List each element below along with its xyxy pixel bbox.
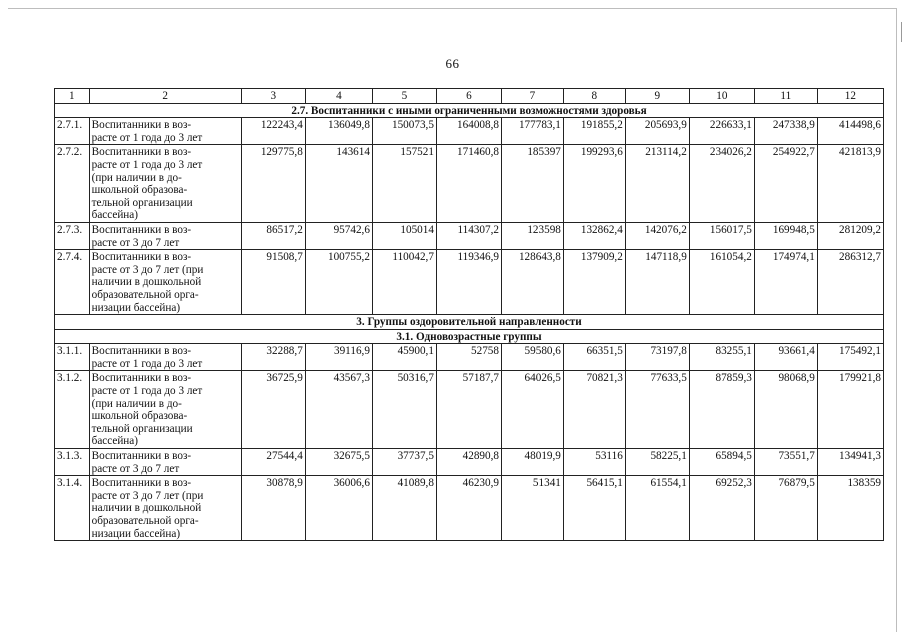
row-code: 2.7.3.	[55, 222, 90, 249]
column-header: 2	[89, 89, 241, 104]
row-value: 136049,8	[305, 118, 372, 145]
row-value: 30878,9	[241, 476, 305, 541]
table-row	[55, 449, 884, 476]
row-code: 2.7.4.	[55, 250, 90, 315]
row-value: 128643,8	[501, 250, 563, 315]
row-value: 64026,5	[501, 371, 563, 449]
description-line: бассейна)	[91, 435, 138, 448]
row-value: 73197,8	[625, 344, 689, 371]
row-value: 59580,6	[501, 344, 563, 371]
row-value: 32675,5	[305, 449, 372, 476]
row-value: 65894,5	[689, 449, 754, 476]
row-value: 226633,1	[689, 118, 754, 145]
column-header: 10	[689, 89, 754, 104]
row-value: 157521	[372, 145, 436, 223]
row-value: 174974,1	[754, 250, 817, 315]
row-value: 105014	[372, 222, 436, 249]
description-line: расте от 1 года до 3 лет	[91, 131, 203, 144]
row-value: 52758	[436, 344, 501, 371]
row-value: 129775,8	[241, 145, 305, 223]
row-value: 247338,9	[754, 118, 817, 145]
row-value: 98068,9	[754, 371, 817, 449]
description-line: Воспитанники в воз-	[91, 223, 192, 236]
row-description	[89, 222, 241, 249]
description-line: расте от 1 года до 3 лет	[91, 385, 203, 398]
row-description	[89, 371, 241, 449]
row-value: 138359	[817, 476, 883, 541]
column-header: 5	[372, 89, 436, 104]
row-value: 32288,7	[241, 344, 305, 371]
table-row	[55, 250, 884, 315]
description-line: бассейна)	[91, 209, 138, 222]
row-value: 86517,2	[241, 222, 305, 249]
row-value: 41089,8	[372, 476, 436, 541]
row-value: 100755,2	[305, 250, 372, 315]
description-line: Воспитанники в воз-	[91, 345, 192, 358]
row-code: 3.1.1.	[55, 344, 90, 371]
description-line: Воспитанники в воз-	[91, 146, 192, 159]
row-code: 3.1.2.	[55, 371, 90, 449]
column-header: 1	[55, 89, 90, 104]
row-code: 2.7.1.	[55, 118, 90, 145]
section-subtitle-row	[55, 329, 884, 344]
description-line: образовательной орга-	[91, 288, 199, 301]
description-line: низации бассейна)	[91, 527, 181, 540]
row-description	[89, 145, 241, 223]
row-value: 56415,1	[563, 476, 625, 541]
row-value: 142076,2	[625, 222, 689, 249]
row-value: 234026,2	[689, 145, 754, 223]
page-edge-mark	[897, 22, 902, 42]
row-value: 58225,1	[625, 449, 689, 476]
description-line: Воспитанники в воз-	[91, 450, 192, 463]
row-value: 76879,5	[754, 476, 817, 541]
tariff-table	[54, 88, 884, 541]
description-line: наличии в дошкольной	[91, 502, 202, 515]
description-line: низации бассейна)	[91, 301, 181, 314]
row-value: 254922,7	[754, 145, 817, 223]
description-line: тельной организации	[91, 196, 193, 209]
row-value: 95742,6	[305, 222, 372, 249]
row-value: 191855,2	[563, 118, 625, 145]
column-header: 3	[241, 89, 305, 104]
section-title: 3. Группы оздоровительной направленности	[55, 315, 884, 330]
page-edge-top	[8, 8, 897, 9]
table-row	[55, 476, 884, 541]
description-line: расте от 3 до 7 лет (при	[91, 263, 204, 276]
row-value: 37737,5	[372, 449, 436, 476]
row-value: 70821,3	[563, 371, 625, 449]
row-value: 45900,1	[372, 344, 436, 371]
row-value: 179921,8	[817, 371, 883, 449]
table-row	[55, 344, 884, 371]
description-line: расте от 3 до 7 лет	[91, 462, 180, 475]
description-line: Воспитанники в воз-	[91, 251, 192, 264]
row-value: 171460,8	[436, 145, 501, 223]
row-value: 110042,7	[372, 250, 436, 315]
description-line: расте от 1 года до 3 лет	[91, 158, 203, 171]
description-line: школьной образова-	[91, 410, 188, 423]
row-value: 46230,9	[436, 476, 501, 541]
row-value: 83255,1	[689, 344, 754, 371]
description-line: Воспитанники в воз-	[91, 119, 192, 132]
row-value: 73551,7	[754, 449, 817, 476]
row-value: 61554,1	[625, 476, 689, 541]
row-value: 177783,1	[501, 118, 563, 145]
description-line: наличии в дошкольной	[91, 276, 202, 289]
description-line: Воспитанники в воз-	[91, 477, 192, 490]
row-value: 213114,2	[625, 145, 689, 223]
row-value: 286312,7	[817, 250, 883, 315]
row-code: 2.7.2.	[55, 145, 90, 223]
section-title-row	[55, 315, 884, 330]
row-description	[89, 344, 241, 371]
row-value: 66351,5	[563, 344, 625, 371]
row-value: 123598	[501, 222, 563, 249]
row-value: 132862,4	[563, 222, 625, 249]
section-title-row	[55, 103, 884, 118]
column-header: 12	[817, 89, 883, 104]
row-value: 27544,4	[241, 449, 305, 476]
table-row	[55, 118, 884, 145]
row-value: 51341	[501, 476, 563, 541]
row-value: 87859,3	[689, 371, 754, 449]
description-line: Воспитанники в воз-	[91, 372, 192, 385]
description-line: (при наличии в до-	[91, 171, 182, 184]
row-value: 69252,3	[689, 476, 754, 541]
table-row	[55, 145, 884, 223]
row-value: 42890,8	[436, 449, 501, 476]
description-line: тельной организации	[91, 422, 193, 435]
row-value: 93661,4	[754, 344, 817, 371]
row-value: 281209,2	[817, 222, 883, 249]
row-code: 3.1.3.	[55, 449, 90, 476]
description-line: расте от 1 года до 3 лет	[91, 357, 203, 370]
row-value: 175492,1	[817, 344, 883, 371]
row-value: 156017,5	[689, 222, 754, 249]
row-value: 36725,9	[241, 371, 305, 449]
section-subtitle: 3.1. Одновозрастные группы	[55, 329, 884, 344]
description-line: школьной образова-	[91, 184, 188, 197]
page-edge-right	[896, 8, 897, 632]
column-header: 4	[305, 89, 372, 104]
column-header: 9	[625, 89, 689, 104]
description-line: (при наличии в до-	[91, 397, 182, 410]
row-value: 39116,9	[305, 344, 372, 371]
row-value: 137909,2	[563, 250, 625, 315]
description-line: расте от 3 до 7 лет (при	[91, 489, 204, 502]
row-value: 414498,6	[817, 118, 883, 145]
description-line: расте от 3 до 7 лет	[91, 236, 180, 249]
row-value: 114307,2	[436, 222, 501, 249]
row-value: 122243,4	[241, 118, 305, 145]
table-row	[55, 222, 884, 249]
row-description	[89, 250, 241, 315]
row-value: 147118,9	[625, 250, 689, 315]
row-value: 205693,9	[625, 118, 689, 145]
column-header: 8	[563, 89, 625, 104]
row-value: 185397	[501, 145, 563, 223]
column-header: 6	[436, 89, 501, 104]
row-value: 77633,5	[625, 371, 689, 449]
row-value: 36006,6	[305, 476, 372, 541]
page-number: 66	[445, 56, 460, 71]
row-value: 134941,3	[817, 449, 883, 476]
row-value: 57187,7	[436, 371, 501, 449]
row-description	[89, 449, 241, 476]
row-value: 43567,3	[305, 371, 372, 449]
row-value: 169948,5	[754, 222, 817, 249]
row-value: 143614	[305, 145, 372, 223]
section-title: 2.7. Воспитанники с иными ограниченными возможностями здоровья	[55, 103, 884, 118]
table-row	[55, 371, 884, 449]
table-body	[55, 89, 884, 541]
row-value: 199293,6	[563, 145, 625, 223]
row-description	[89, 476, 241, 541]
description-line: образовательной орга-	[91, 515, 199, 527]
row-value: 48019,9	[501, 449, 563, 476]
row-value: 421813,9	[817, 145, 883, 223]
row-code: 3.1.4.	[55, 476, 90, 541]
row-value: 119346,9	[436, 250, 501, 315]
row-value: 50316,7	[372, 371, 436, 449]
row-description	[89, 118, 241, 145]
column-header: 11	[754, 89, 817, 104]
row-value: 53116	[563, 449, 625, 476]
row-value: 161054,2	[689, 250, 754, 315]
row-value: 164008,8	[436, 118, 501, 145]
header-row	[55, 89, 884, 104]
row-value: 150073,5	[372, 118, 436, 145]
column-header: 7	[501, 89, 563, 104]
row-value: 91508,7	[241, 250, 305, 315]
